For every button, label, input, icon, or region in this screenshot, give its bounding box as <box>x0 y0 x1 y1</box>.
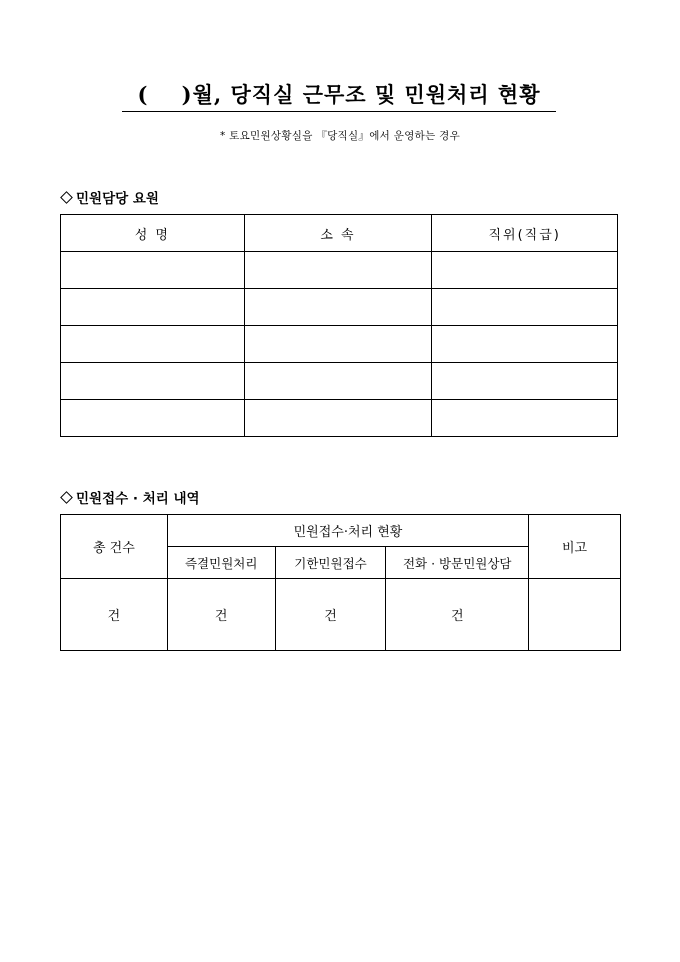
remarks-cell[interactable] <box>529 579 621 651</box>
deadline-receipt-header: 기한민원접수 <box>275 547 386 579</box>
position-cell[interactable] <box>432 326 618 363</box>
total-count-header: 총 건수 <box>61 515 168 579</box>
immediate-processing-cell[interactable]: 건 <box>167 579 275 651</box>
total-count-cell[interactable]: 건 <box>61 579 168 651</box>
table-row <box>61 326 618 363</box>
remarks-header: 비고 <box>529 515 621 579</box>
name-cell[interactable] <box>61 363 245 400</box>
column-header-position: 직위(직급) <box>432 215 618 252</box>
civil-section-title: 민원접수 · 처리 내역 <box>76 491 200 507</box>
name-cell[interactable] <box>61 326 245 363</box>
title-underline <box>122 111 556 112</box>
civil-section-heading <box>60 487 200 507</box>
table-row <box>61 400 618 437</box>
affiliation-cell[interactable] <box>244 289 432 326</box>
document-title: ( )월, 당직실 근무조 및 민원처리 현황 <box>137 82 541 107</box>
diamond-outline-icon <box>60 491 72 503</box>
civil-complaints-table <box>60 514 621 651</box>
affiliation-cell[interactable] <box>244 363 432 400</box>
column-header-name: 성 명 <box>61 215 245 252</box>
column-header-affiliation: 소 속 <box>244 215 432 252</box>
phone-visit-consult-header: 전화 · 방문민원상담 <box>386 547 529 579</box>
table-row <box>61 252 618 289</box>
diamond-outline-icon <box>60 191 72 203</box>
document-subtitle: * 토요민원상황실을 『당직실』에서 운영하는 경우 <box>219 130 461 142</box>
affiliation-cell[interactable] <box>244 400 432 437</box>
table-row <box>61 363 618 400</box>
position-cell[interactable] <box>432 363 618 400</box>
deadline-receipt-cell[interactable]: 건 <box>275 579 386 651</box>
name-cell[interactable] <box>61 289 245 326</box>
name-cell[interactable] <box>61 400 245 437</box>
position-cell[interactable] <box>432 400 618 437</box>
staff-table <box>60 214 618 437</box>
immediate-processing-header: 즉결민원처리 <box>167 547 275 579</box>
position-cell[interactable] <box>432 252 618 289</box>
affiliation-cell[interactable] <box>244 326 432 363</box>
affiliation-cell[interactable] <box>244 252 432 289</box>
civil-table-header-row <box>61 515 621 547</box>
position-cell[interactable] <box>432 289 618 326</box>
staff-table-header-row <box>61 215 618 252</box>
table-row <box>61 579 621 651</box>
status-header: 민원접수·처리 현황 <box>167 515 528 547</box>
name-cell[interactable] <box>61 252 245 289</box>
title-block <box>122 80 556 110</box>
staff-section-title: 민원담당 요원 <box>76 191 159 207</box>
table-row <box>61 289 618 326</box>
staff-section-heading <box>60 187 159 207</box>
phone-visit-consult-cell[interactable]: 건 <box>386 579 529 651</box>
